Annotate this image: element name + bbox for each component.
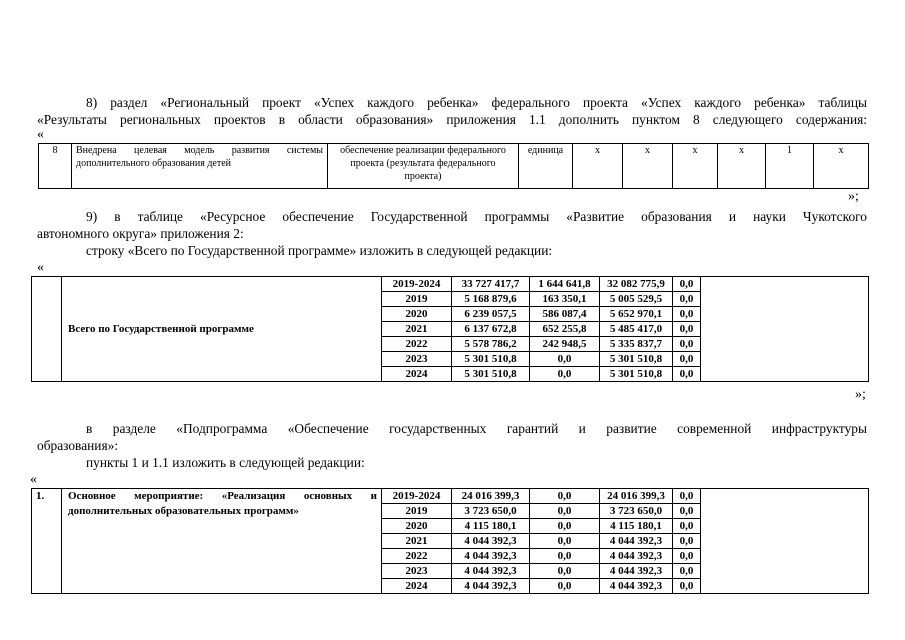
table-cell: 4 115 180,1 bbox=[452, 519, 530, 534]
table-cell: 0,0 bbox=[673, 367, 701, 382]
table-cell: 3 723 650,0 bbox=[452, 504, 530, 519]
item-number: 1. bbox=[32, 489, 62, 594]
table-cell: 6 239 057,5 bbox=[452, 307, 530, 322]
table-cell: 0,0 bbox=[673, 277, 701, 292]
row-label: Основное мероприятие: «Реализация основных и дополнительных образовательных программ» bbox=[62, 489, 382, 594]
table-cell: 5 652 970,1 bbox=[600, 307, 673, 322]
table-cell: 4 044 392,3 bbox=[600, 579, 673, 594]
table-cell: x bbox=[814, 144, 869, 189]
table-cell: 2019 bbox=[382, 292, 452, 307]
paragraph-10-line-1: в разделе «Подпрограмма «Обеспечение государственных гарантий и развитие современной инфраструктуры bbox=[86, 421, 867, 436]
table-cell: 5 485 417,0 bbox=[600, 322, 673, 337]
table-cell: 5 301 510,8 bbox=[452, 352, 530, 367]
table-cell: 242 948,5 bbox=[530, 337, 600, 352]
table-cell: 0,0 bbox=[530, 489, 600, 504]
open-quote: « bbox=[37, 260, 44, 275]
table-cell: 0,0 bbox=[673, 292, 701, 307]
table-cell: 2023 bbox=[382, 352, 452, 367]
total-program-rows bbox=[32, 277, 869, 382]
table-cell: 0,0 bbox=[673, 307, 701, 322]
row-label: Всего по Государственной программе bbox=[62, 277, 382, 382]
table-cell: 24 016 399,3 bbox=[452, 489, 530, 504]
table-cell: 0,0 bbox=[530, 534, 600, 549]
table-cell: 0,0 bbox=[673, 564, 701, 579]
table-cell: 0,0 bbox=[673, 504, 701, 519]
paragraph-9-line-2: автономного округа» приложения 2: bbox=[37, 226, 244, 241]
table-cell: 2019-2024 bbox=[382, 489, 452, 504]
table-cell: 5 005 529,5 bbox=[600, 292, 673, 307]
table-row bbox=[32, 277, 869, 292]
table-cell: 0,0 bbox=[530, 504, 600, 519]
table-cell: 0,0 bbox=[530, 519, 600, 534]
table-cell: 5 168 879,6 bbox=[452, 292, 530, 307]
table-cell: 2019-2024 bbox=[382, 277, 452, 292]
table-cell: 5 301 510,8 bbox=[452, 367, 530, 382]
table-cell: 8 bbox=[39, 144, 72, 189]
table-cell: 163 350,1 bbox=[530, 292, 600, 307]
table-cell: Внедрена целевая модель развития системы дополнительного образования детей bbox=[72, 144, 328, 189]
table-cell: x bbox=[623, 144, 673, 189]
table-cell: 5 301 510,8 bbox=[600, 352, 673, 367]
table-cell: 33 727 417,7 bbox=[452, 277, 530, 292]
table-cell: 4 044 392,3 bbox=[452, 549, 530, 564]
table-cell: 4 044 392,3 bbox=[600, 564, 673, 579]
table-cell: 0,0 bbox=[530, 367, 600, 382]
table-cell: 2020 bbox=[382, 307, 452, 322]
table-cell: 0,0 bbox=[530, 579, 600, 594]
table-cell: 4 044 392,3 bbox=[452, 579, 530, 594]
table-cell: 5 301 510,8 bbox=[600, 367, 673, 382]
subprogram-table bbox=[31, 488, 869, 594]
table-cell: 2019 bbox=[382, 504, 452, 519]
table-cell: 1 644 641,8 bbox=[530, 277, 600, 292]
table-cell: 4 044 392,3 bbox=[600, 549, 673, 564]
table-cell: 4 044 392,3 bbox=[452, 564, 530, 579]
paragraph-9-line-3: строку «Всего по Государственной программе» изложить в следующей редакции: bbox=[86, 243, 553, 258]
table-cell: 0,0 bbox=[673, 352, 701, 367]
paragraph-8-line-1: 8) раздел «Региональный проект «Успех каждого ребенка» федерального проекта «Успех каждого ребенка» таблицы bbox=[86, 95, 867, 110]
table-cell: 3 723 650,0 bbox=[600, 504, 673, 519]
paragraph-10-line-3: пункты 1 и 1.1 изложить в следующей редакции: bbox=[86, 455, 365, 470]
table-cell: 0,0 bbox=[530, 352, 600, 367]
table-row bbox=[32, 489, 869, 504]
table-cell: 0,0 bbox=[673, 579, 701, 594]
table-row bbox=[39, 144, 869, 189]
table-cell: 2024 bbox=[382, 579, 452, 594]
paragraph-9-line-1: 9) в таблице «Ресурсное обеспечение Государственной программы «Развитие образования и науки Чукотского bbox=[86, 209, 867, 224]
table-cell: 2023 bbox=[382, 564, 452, 579]
table-cell: 0,0 bbox=[530, 564, 600, 579]
table-cell: 1 bbox=[766, 144, 814, 189]
table-cell: 0,0 bbox=[673, 489, 701, 504]
open-quote: « bbox=[37, 127, 44, 142]
table-cell: 586 087,4 bbox=[530, 307, 600, 322]
table-cell: 0,0 bbox=[673, 322, 701, 337]
open-quote: « bbox=[30, 472, 37, 487]
table-cell: 2020 bbox=[382, 519, 452, 534]
table-cell: 4 044 392,3 bbox=[452, 534, 530, 549]
table-cell: 2024 bbox=[382, 367, 452, 382]
table-cell: 0,0 bbox=[673, 519, 701, 534]
table-cell: x bbox=[573, 144, 623, 189]
table-cell: 0,0 bbox=[673, 337, 701, 352]
empty-cell bbox=[701, 489, 869, 594]
paragraph-8-line-2: «Результаты региональных проектов в области образования» приложения 1.1 дополнить пунктом 8 следующего содержания: bbox=[37, 112, 867, 127]
table-cell: 0,0 bbox=[673, 549, 701, 564]
paragraph-10-line-2: образования»: bbox=[37, 438, 119, 453]
table-cell: 2021 bbox=[382, 534, 452, 549]
table-cell: 0,0 bbox=[673, 534, 701, 549]
table-cell: 24 016 399,3 bbox=[600, 489, 673, 504]
table-cell: 2022 bbox=[382, 549, 452, 564]
table-cell: 32 082 775,9 bbox=[600, 277, 673, 292]
table-cell: 0,0 bbox=[530, 549, 600, 564]
table-cell: обеспечение реализации федерального проекта (результата федерального проекта) bbox=[328, 144, 519, 189]
result-table bbox=[38, 143, 869, 189]
table-cell: 4 115 180,1 bbox=[600, 519, 673, 534]
subprogram-rows bbox=[32, 489, 869, 594]
table-cell: x bbox=[718, 144, 766, 189]
close-quote: »; bbox=[855, 387, 866, 402]
table-cell: единица bbox=[519, 144, 573, 189]
total-program-table bbox=[31, 276, 869, 382]
table-cell: 2022 bbox=[382, 337, 452, 352]
empty-cell bbox=[701, 277, 869, 382]
table-cell: x bbox=[673, 144, 718, 189]
table-cell: 6 137 672,8 bbox=[452, 322, 530, 337]
table-cell: 5 578 786,2 bbox=[452, 337, 530, 352]
close-quote: »; bbox=[848, 189, 859, 204]
table-cell: 4 044 392,3 bbox=[600, 534, 673, 549]
table-cell: 5 335 837,7 bbox=[600, 337, 673, 352]
table-cell: 652 255,8 bbox=[530, 322, 600, 337]
table-cell: 2021 bbox=[382, 322, 452, 337]
empty-cell bbox=[32, 277, 62, 382]
